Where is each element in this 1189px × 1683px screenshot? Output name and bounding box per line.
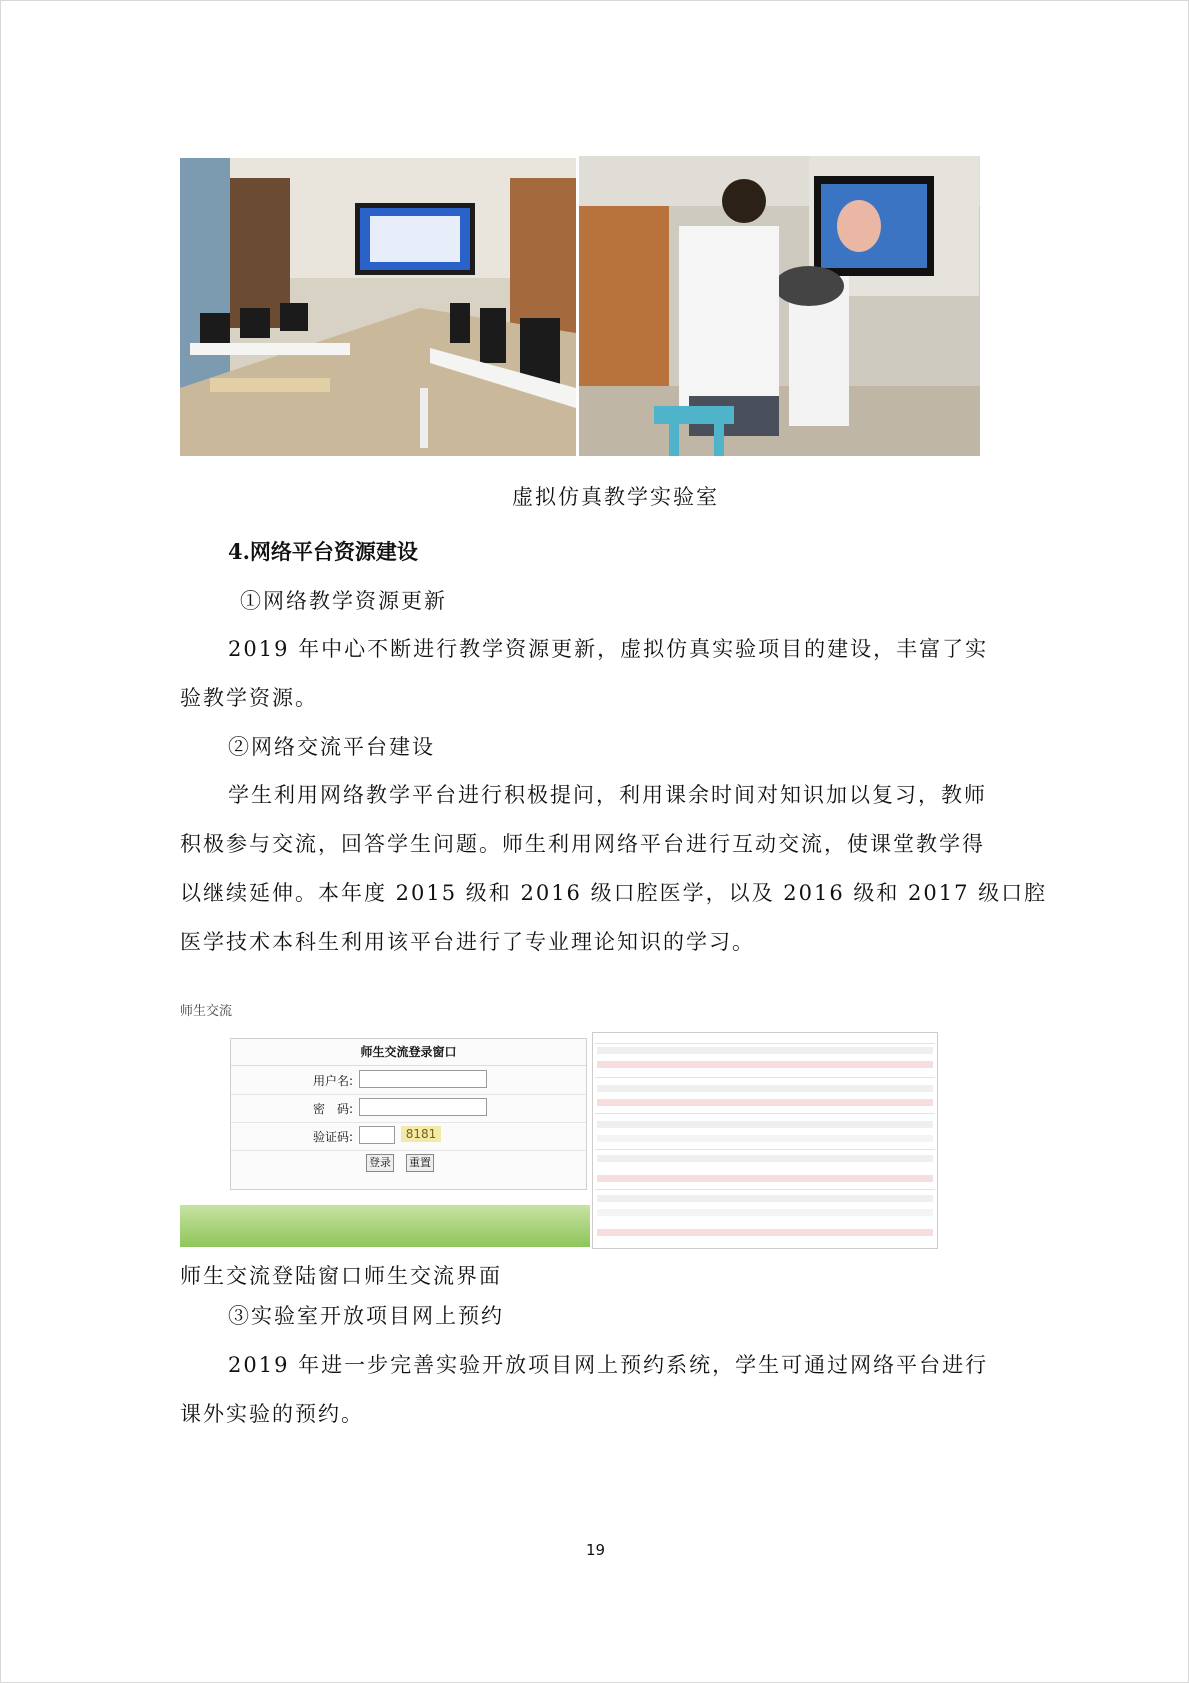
login-title: 师生交流登录窗口: [231, 1039, 586, 1066]
paragraph-line: 课外实验的预约。: [180, 1402, 364, 1426]
password-row: [231, 1094, 586, 1123]
username-input[interactable]: [359, 1070, 487, 1088]
post-line: [597, 1209, 933, 1216]
post-line: [597, 1061, 933, 1068]
login-background-grass: [180, 1205, 590, 1247]
post-line: [597, 1099, 933, 1106]
post-line: [597, 1155, 933, 1162]
paragraph-line: 积极参与交流，回答学生问题。师生利用网络平台进行互动交流，使课堂教学得: [180, 832, 985, 856]
post-separator: [595, 1077, 935, 1078]
post-line: [597, 1121, 933, 1128]
section-heading: 4.网络平台资源建设: [228, 539, 418, 564]
subsection-3-title: ③实验室开放项目网上预约: [228, 1304, 504, 1328]
post-line: [597, 1175, 933, 1182]
exchange-interface-screenshot: [592, 1032, 938, 1249]
post-line: [597, 1195, 933, 1202]
paragraph-line: 2019 年进一步完善实验开放项目网上预约系统，学生可通过网络平台进行: [228, 1353, 989, 1377]
paragraph-line: 2019 年中心不断进行教学资源更新，虚拟仿真实验项目的建设，丰富了实: [228, 637, 989, 661]
post-line: [597, 1047, 933, 1054]
screenshot-caption: 师生交流登陆窗口师生交流界面: [180, 1264, 502, 1288]
post-separator: [595, 1113, 935, 1114]
captcha-row: [231, 1122, 586, 1151]
captcha-code: 8181: [401, 1126, 441, 1142]
page-number: 19: [586, 1541, 606, 1559]
login-button[interactable]: 登录: [366, 1154, 394, 1172]
lab-photo-computers: [180, 158, 576, 456]
photo-caption: 虚拟仿真教学实验室: [512, 485, 719, 509]
login-window-screenshot: [180, 1000, 590, 1247]
login-form: [230, 1038, 587, 1190]
post-separator: [595, 1189, 935, 1190]
subsection-1-title: ①网络教学资源更新: [240, 589, 447, 613]
password-label: 密 码:: [312, 1102, 353, 1116]
username-row: [231, 1066, 586, 1095]
username-label: 用户名:: [312, 1074, 353, 1088]
subsection-2-title: ②网络交流平台建设: [228, 735, 435, 759]
paragraph-line: 验教学资源。: [180, 686, 318, 710]
post-line: [597, 1135, 933, 1142]
post-line: [597, 1229, 933, 1236]
post-separator: [595, 1043, 935, 1044]
password-input[interactable]: [359, 1098, 487, 1116]
captcha-input[interactable]: [359, 1126, 395, 1144]
post-separator: [595, 1149, 935, 1150]
button-row: [231, 1150, 586, 1178]
lab-photo-dental-simulator: [579, 156, 980, 456]
paragraph-line: 以继续延伸。本年度 2015 级和 2016 级口腔医学，以及 2016 级和 2017 级口腔: [180, 881, 1048, 905]
reset-button[interactable]: 重置: [406, 1154, 434, 1172]
post-line: [597, 1085, 933, 1092]
captcha-label: 验证码:: [312, 1130, 353, 1144]
breadcrumb: 师生交流: [180, 1004, 233, 1019]
paragraph-line: 医学技术本科生利用该平台进行了专业理论知识的学习。: [180, 930, 755, 954]
paragraph-line: 学生利用网络教学平台进行积极提问，利用课余时间对知识加以复习，教师: [228, 783, 987, 807]
